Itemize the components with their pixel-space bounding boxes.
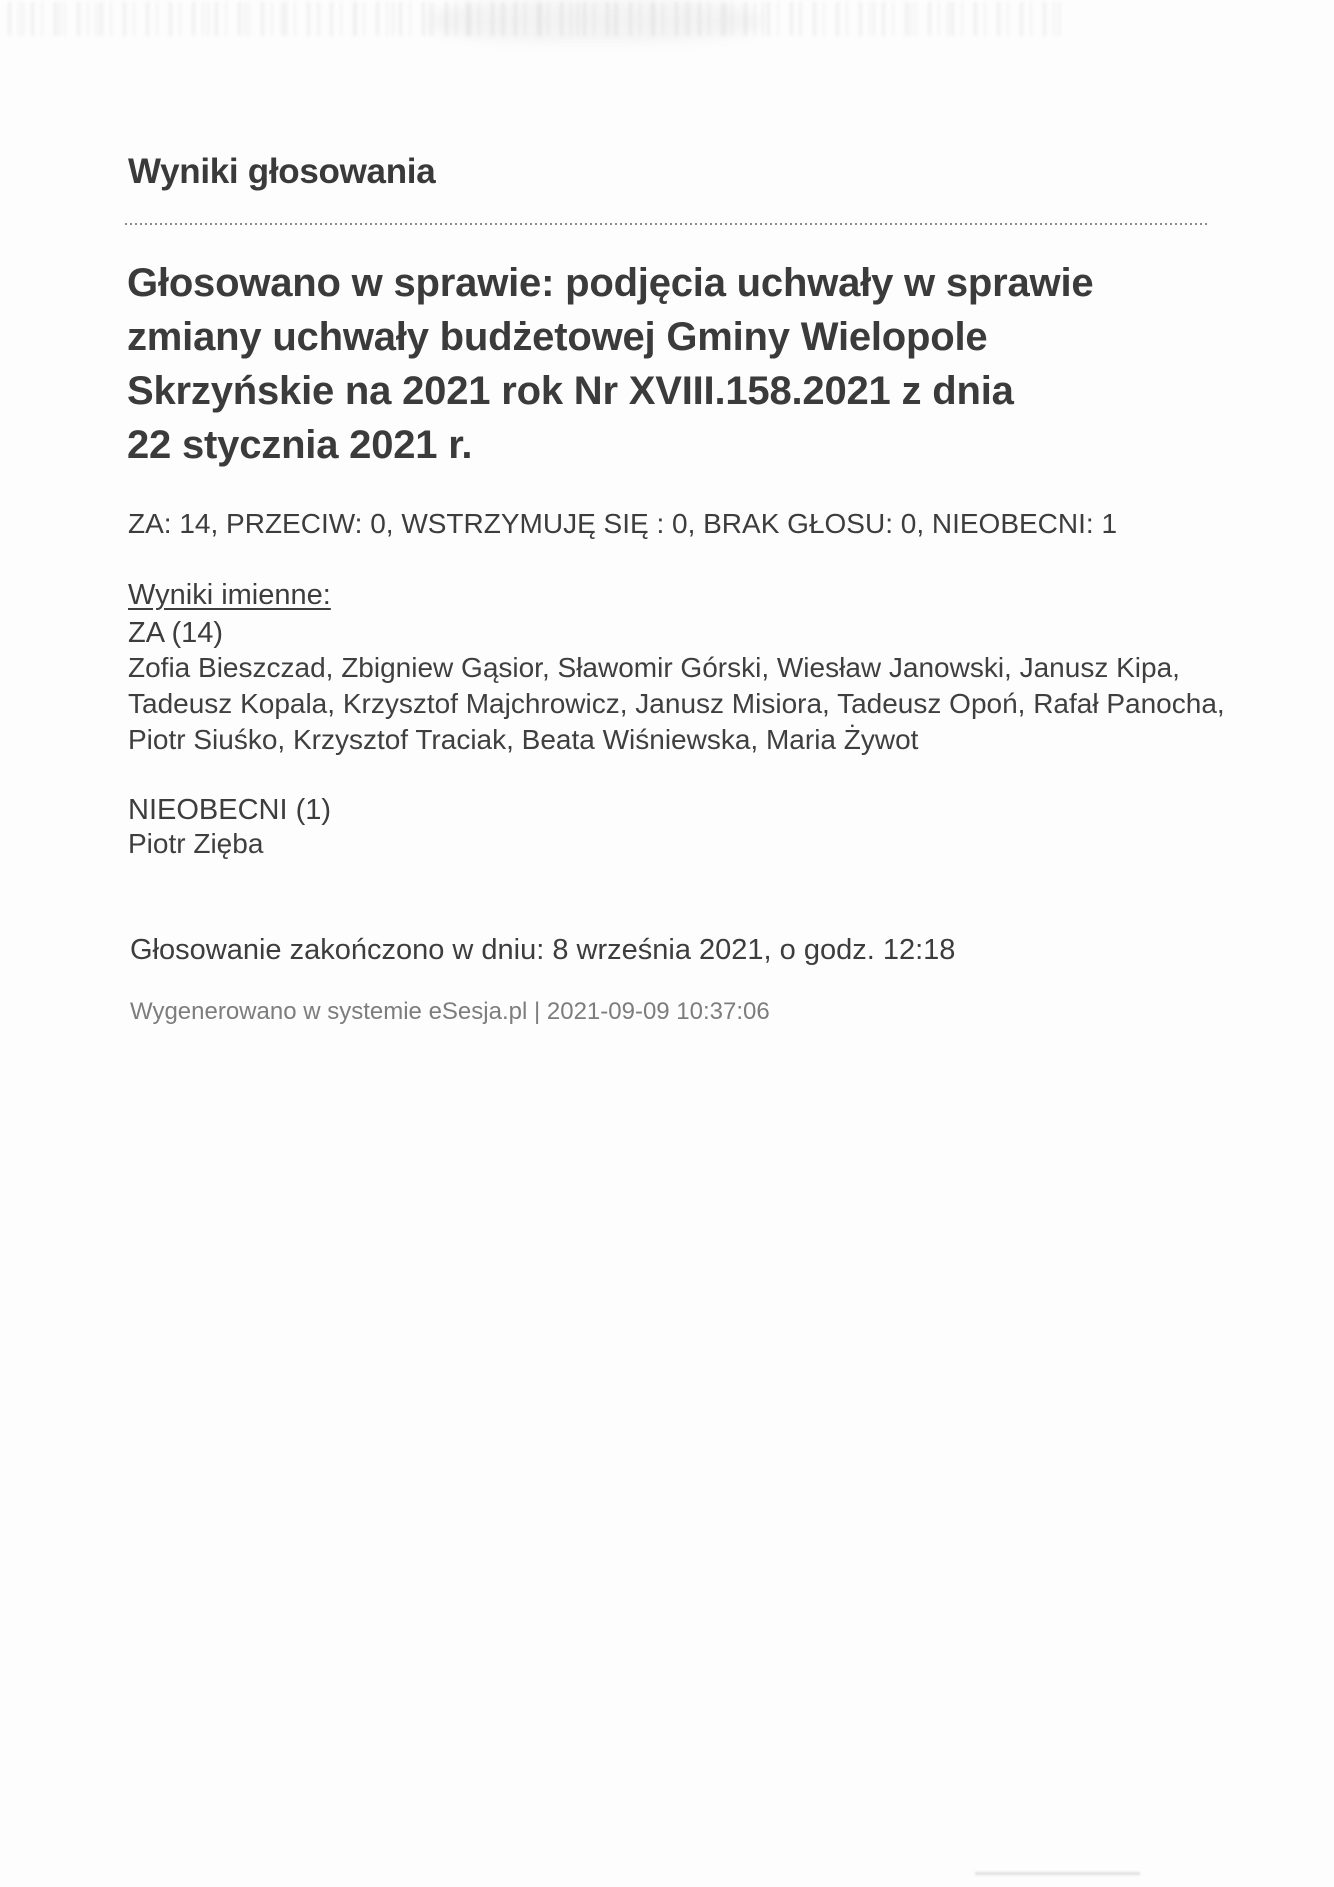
group-names-nieobecni bbox=[128, 826, 263, 862]
group-names-za bbox=[128, 650, 1225, 758]
nieobecni-names-line-1: Piotr Zięba bbox=[128, 828, 264, 859]
closing-statement: Głosowanie zakończono w dniu: 8 września 2021, o godz. 12:18 bbox=[130, 934, 956, 966]
za-names-line-2: Tadeusz Kopala, Krzysztof Majchrowicz, Janusz Misiora, Tadeusz Opoń, Rafał Panocha, bbox=[128, 688, 1225, 719]
divider-rule bbox=[125, 223, 1207, 225]
named-results-label: Wyniki imienne: bbox=[128, 579, 331, 611]
vote-subject-line-4: 22 stycznia 2021 r. bbox=[127, 423, 473, 467]
vote-subject-line-2: zmiany uchwały budżetowej Gminy Wielopole bbox=[127, 315, 988, 359]
za-names-line-1: Zofia Bieszczad, Zbigniew Gąsior, Sławomir Górski, Wiesław Janowski, Janusz Kipa, bbox=[128, 652, 1180, 683]
vote-summary-line: ZA: 14, PRZECIW: 0, WSTRZYMUJĘ SIĘ : 0, BRAK GŁOSU: 0, NIEOBECNI: 1 bbox=[128, 508, 1118, 539]
vote-subject-line-1: Głosowano w sprawie: podjęcia uchwały w sprawie bbox=[127, 261, 1094, 305]
za-names-line-3: Piotr Siuśko, Krzysztof Traciak, Beata Wiśniewska, Maria Żywot bbox=[128, 724, 919, 755]
group-label-za: ZA (14) bbox=[128, 617, 224, 649]
scan-artifact-bottom bbox=[975, 1872, 1140, 1875]
group-label-nieobecni: NIEOBECNI (1) bbox=[128, 794, 332, 826]
page-title: Wyniki głosowania bbox=[128, 152, 436, 191]
vote-subject-heading bbox=[127, 256, 1093, 472]
scan-artifact-blob bbox=[430, 0, 760, 42]
generation-footer: Wygenerowano w systemie eSesja.pl | 2021-09-09 10:37:06 bbox=[130, 998, 770, 1025]
vote-subject-line-3: Skrzyńskie na 2021 rok Nr XVIII.158.2021 z dnia bbox=[127, 369, 1014, 413]
